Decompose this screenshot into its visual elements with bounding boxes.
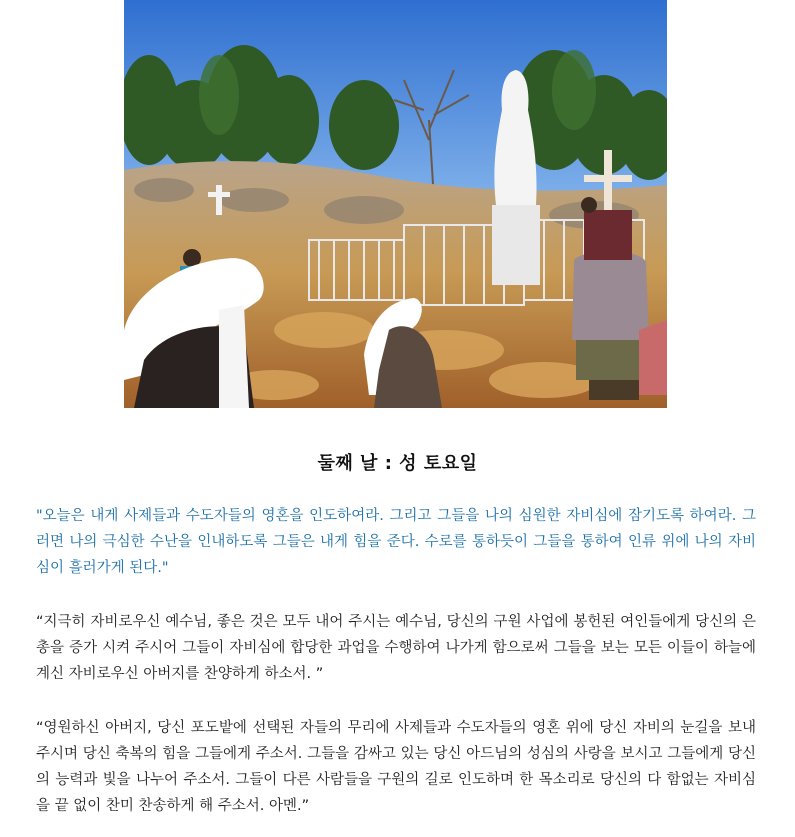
- photo-illustration: [124, 0, 667, 408]
- header-photo: [124, 0, 667, 408]
- prayer-paragraph-1: “지극히 자비로우신 예수님, 좋은 것은 모두 내어 주시는 예수님, 당신의 구원 사업에 봉헌된 여인들에게 당신의 은총을 증가 시켜 주시어 그들이 자비심에 합당한 과업을 수행하여 나가게 함으로써 그들을 보는 모든 이들이 하늘에 계신 자비로우신 아버지를 찬양하게 하소서. ”: [36, 614, 756, 682]
- prayer-paragraph-2: “영원하신 아버지, 당신 포도밭에 선택된 자들의 무리에 사제들과 수도자들의 영혼 위에 당신 자비의 눈길을 보내 주시며 당신 축복의 힘을 그들에게 주소서. 그들을 감싸고 있는 당신 아드님의 성심의 사랑을 보시고 그들에게 당신의 능력과 빛을 나누어 주소서. 그들이 다른 사람들을 구원의 길로 인도하며 한 목소리로 당신의 다 함없는 자비심을 끝 없이 찬미 찬송하게 해 주소서. 아멘.”: [36, 720, 756, 814]
- jesus-quote-paragraph: "오늘은 내게 사제들과 수도자들의 영혼을 인도하여라. 그리고 그들을 나의 심원한 자비심에 잠기도록 하여라. 그러면 나의 극심한 수난을 인내하도록 그들은 내게 힘을 준다. 수로를 통하듯이 그들을 통하여 인류 위에 나의 자비심이 흘러가게 된다.": [36, 508, 756, 576]
- page-title: 둘째 날 : 성 토요일: [317, 453, 478, 474]
